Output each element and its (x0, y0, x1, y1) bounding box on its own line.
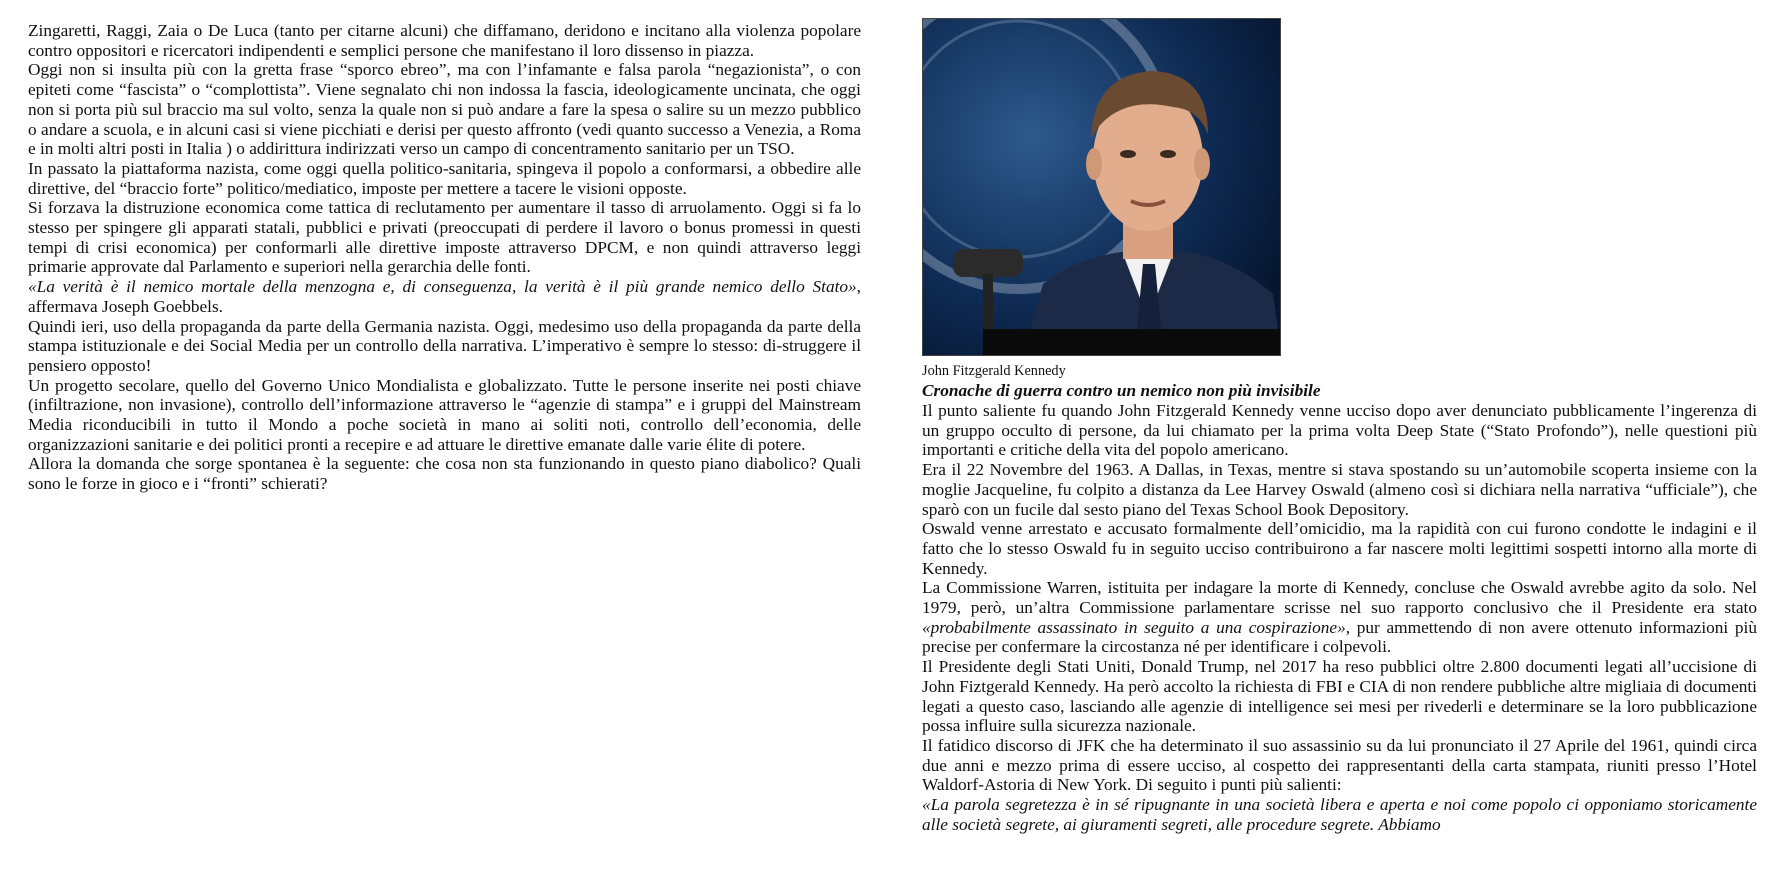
jfk-speech-quote (922, 795, 1757, 834)
paragraph: Oswald venne arrestato e accusato formalmente dell’omicidio, ma la rapidità con cui furono condotte le indagini e il fatto che lo stesso Oswald fu in seguito ucciso contribuirono a far nascere molti legittimi sospetti intorno alla morte di Kennedy. (922, 519, 1757, 578)
warren-commission-paragraph (922, 578, 1757, 657)
section-heading: Cronache di guerra contro un nemico non più invisibile (922, 381, 1321, 400)
paragraph-text: , pur ammettendo di non avere ottenuto informazioni più precise per confermare la circostanza né per identificare i colpevoli. (922, 617, 1758, 657)
paragraph: Zingaretti, Raggi, Zaia o De Luca (tanto per citarne alcuni) che diffamano, deridono e incitano alla violenza popolare contro oppositori e ricercatori indipendenti e semplici persone che manifestano il loro dissenso in piazza. (28, 21, 861, 60)
paragraph: Quindi ieri, uso della propaganda da parte della Germania nazista. Oggi, medesimo uso della propaganda da parte della stampa istituzionale e dei Social Media per un controllo della narrativa. L’imperativo è sempre lo stesso: di-struggere il pensiero opposto! (28, 316, 861, 375)
portrait-illustration (923, 19, 1281, 356)
paragraph: Il Presidente degli Stati Uniti, Donald Trump, nel 2017 ha reso pubblici oltre 2.800 documenti legati all’uccisione di John Fiztgerald Kennedy. Ha però accolto la richiesta di FBI e CIA di non rendere pubbliche altre migliaia di documenti legati a questo caso, lasciando alle agenzie di intelligence sei mesi per rivederli e determinare se la loro pubblicazione possa influire sulla sicurezza nazionale. (922, 657, 1757, 736)
paragraph: In passato la piattaforma nazista, come oggi quella politico-sanitaria, spingeva il popolo a conformarsi, a obbedire alle direttive, del “braccio forte” politico/mediatico, imposte per mettere a tacere le visioni opposte. (28, 158, 861, 198)
paragraph: Allora la domanda che sorge spontanea è la seguente: che cosa non sta funzionando in questo piano diabolico? Quali sono le forze in gioco e i “fronti” schierati? (28, 454, 861, 494)
right-article-column (922, 401, 1757, 834)
conspiracy-quote: «probabilmente assassinato in seguito a una cospirazione» (922, 617, 1346, 637)
paragraph: Un progetto secolare, quello del Governo Unico Mondialista e globalizzato. Tutte le persone inserite nei posti chiave (infiltrazione, non invasione), controllo dell’informazione attraverso le “agenzie di stampa” e i gruppi del Mainstream Media riconducibili in tutto il Mondo a poche società in mano ai soliti noti, controllo dell’economia, delle organizzazioni sanitarie e dei politici pronti a recepire e ad attuare le direttive emanate dalle varie élite di potere. (28, 375, 861, 454)
paragraph: Si forzava la distruzione economica come tattica di reclutamento per aumentare il tasso di arruolamento. Oggi si fa lo stesso per spingere gli apparati statali, pubblici e privati (preoccupati di perdere il lavoro o bonus promessi in questi tempi di crisi economica) per conformarli alle direttive imposte attraverso DPCM, e non quindi attraverso leggi primarie approvate dal Parlamento e superiori nella gerarchia delle fonti. (28, 198, 861, 277)
paragraph: Il punto saliente fu quando John Fitzgerald Kennedy venne ucciso dopo aver denunciato pubblicamente l’ingerenza di un gruppo occulto di persone, da lui chiamato per la prima volta Deep State (“Stato Profondo”), nelle questioni più importanti e critiche della vita del popolo americano. (922, 401, 1757, 460)
paragraph-text: La Commissione Warren, istituita per indagare la morte di Kennedy, concluse che Oswald avrebbe agito da solo. Nel 1979, però, un’altra Commissione parlamentare scrisse nel suo rapporto conclusivo che il Presidente era stato (922, 578, 1757, 618)
left-article-column (28, 21, 861, 494)
speech-quote-text: «La parola segretezza è in sé ripugnante in una società libera e aperta e noi come popolo ci opponiamo storicamente alle società segrete, ai giuramenti segreti, alle procedure segrete. Abbiamo (922, 795, 1757, 834)
quote-attribution: , affermava Joseph Goebbels. (28, 277, 861, 316)
photo-caption: John Fitzgerald Kennedy (922, 363, 1066, 379)
kennedy-photo (922, 18, 1281, 356)
paragraph: Era il 22 Novembre del 1963. A Dallas, in Texas, mentre si stava spostando su un’automobile scoperta insieme con la moglie Jacqueline, fu colpito a distanza da Lee Harvey Oswald (almeno così si dichiara nella narrativa “ufficiale”), che sparò con un fucile dal sesto piano del Texas School Book Depository. (922, 460, 1757, 519)
goebbels-quote-paragraph (28, 277, 861, 316)
paragraph: Oggi non si insulta più con la gretta frase “sporco ebreo”, ma con l’infamante e falsa parola “negazionista”, o con epiteti come “fascista” o “complottista”. Viene segnalato chi non indossa la fascia, ideologicamente uncinata, che oggi non si porta più sul braccio ma sul volto, senza la quale non si può andare a fare la spesa o salire su un mezzo pubblico o andare a scuola, e in alcuni casi si viene picchiati e derisi per questo affronto (vedi quanto successo a Venezia, a Roma e in molti altri posti in Italia ) o addirittura indirizzati verso un campo di concentramento sanitario per un TSO. (28, 60, 861, 159)
goebbels-quote: «La verità è il nemico mortale della menzogna e, di conseguenza, la verità è il più grande nemico dello Stato» (28, 277, 857, 297)
paragraph: Il fatidico discorso di JFK che ha determinato il suo assassinio su da lui pronunciato il 27 Aprile del 1961, quindi circa due anni e mezzo prima di essere ucciso, al cospetto dei rappresentanti della carta stampata, riuniti presso l’Hotel Waldorf-Astoria di New York. Di seguito i punti più salienti: (922, 735, 1757, 795)
